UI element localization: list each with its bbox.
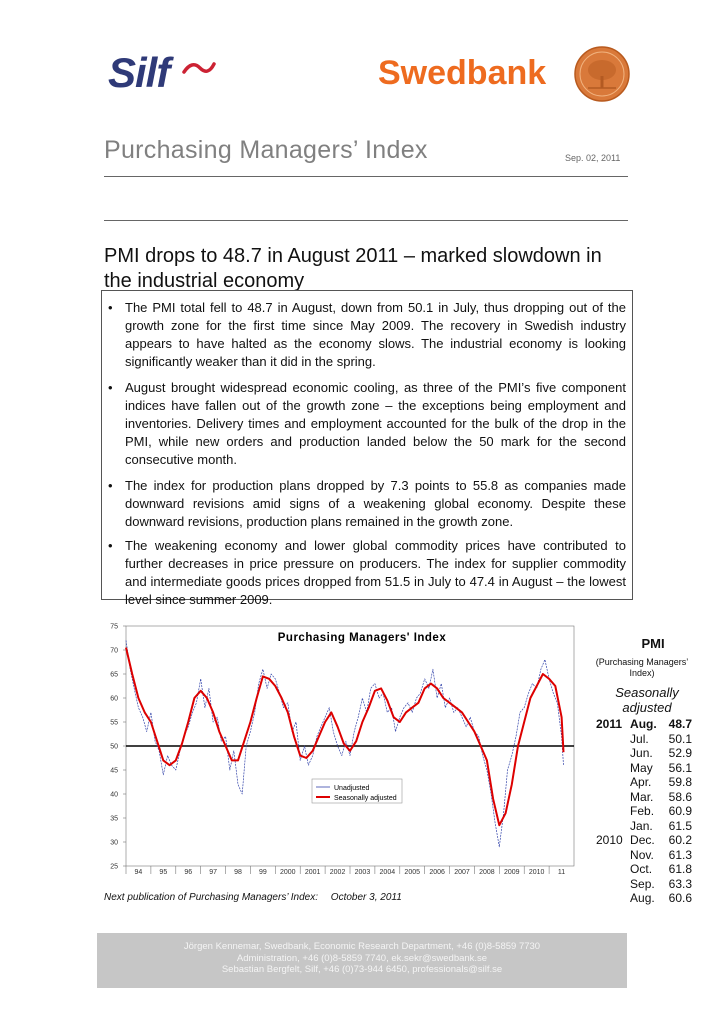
pmi-row-month: Nov.	[630, 847, 654, 862]
x-tick-label: 2004	[379, 869, 396, 876]
x-tick-label: 2000	[279, 869, 296, 876]
x-tick-label: 2001	[304, 869, 321, 876]
x-tick-label: 2002	[329, 869, 346, 876]
pmi-row-value: 61.3	[668, 847, 692, 862]
pmi-table-row	[592, 804, 692, 819]
pmi-table-row	[592, 877, 692, 892]
pmi-table-row	[592, 848, 692, 863]
bullet-text: August brought widespread economic cooling, as three of the PMI’s five component indices have fallen out of the growth zone – the exceptions being employment and inventories. Delivery times and employment accounted for the bulk of the drop in the PMI, while new orders and production landed below the 50 mark for the second consecutive month.	[125, 380, 626, 467]
pmi-table-row	[592, 862, 692, 877]
pmi-panel-title: PMI	[641, 636, 665, 651]
y-tick-label: 35	[110, 815, 118, 823]
pmi-row-month: Aug.	[630, 717, 657, 731]
pmi-row-month: Apr.	[630, 775, 652, 789]
x-tick-label: 99	[258, 869, 267, 876]
x-tick-label: 2010	[528, 869, 545, 876]
pmi-row-value: 60.9	[668, 804, 692, 818]
next-publication	[104, 892, 402, 903]
bullet-item	[108, 537, 626, 609]
pmi-row-year	[592, 877, 626, 892]
y-tick-label: 75	[110, 623, 118, 631]
bullet-text: The index for production plans dropped by 7.3 points to 55.8 as companies made downward revisions amid signs of a weakening global economy. Despite these downward revisions, production plans remained in the growth zone.	[125, 478, 626, 529]
swedbank-logo	[378, 52, 578, 96]
legend-label-unadjusted: Unadjusted	[334, 785, 370, 792]
bullet-dot-icon: •	[108, 380, 113, 395]
swedbank-oak-coin-icon	[574, 46, 630, 102]
pmi-table-row	[592, 717, 692, 732]
bullet-item	[108, 477, 626, 531]
pmi-table-row	[592, 746, 692, 761]
pmi-row-month: Aug.	[630, 891, 655, 905]
page-title: Purchasing Managers’ Index	[104, 136, 428, 164]
y-tick-label: 65	[110, 671, 118, 679]
pmi-table-row	[592, 732, 692, 747]
pmi-row-year	[592, 746, 626, 761]
bullet-text: The weakening economy and lower global commodity prices have contributed to further decreases in price pressure on producers. The index for supplier commodity and intermediate goods prices dropped from 51.5 in July to 47.4 in August – the lowest level since summer 2009.	[125, 538, 626, 607]
headline: PMI drops to 48.7 in August 2011 – marked slowdown in the industrial economy	[104, 245, 602, 292]
pmi-row-value: 56.1	[668, 760, 692, 775]
pmi-row-value: 58.6	[668, 789, 692, 804]
pmi-row-month: Feb.	[630, 804, 655, 818]
y-tick-label: 55	[110, 719, 118, 727]
pmi-row-value: 52.9	[668, 746, 692, 760]
x-tick-label: 2007	[454, 869, 470, 876]
pmi-table-row	[592, 833, 692, 848]
pmi-row-value: 61.5	[668, 818, 692, 833]
y-tick-label: 70	[110, 647, 118, 655]
pmi-line-chart	[104, 616, 592, 886]
header-rule	[104, 176, 628, 177]
pmi-row-year	[592, 891, 626, 906]
x-tick-label: 2006	[429, 869, 445, 876]
y-tick-label: 60	[110, 695, 118, 703]
pmi-panel-subtitle: (Purchasing Managers’ Index)	[595, 657, 689, 678]
pmi-row-year	[592, 761, 626, 776]
pmi-table-row	[592, 891, 692, 906]
summary-box	[101, 290, 633, 607]
pmi-row-month: Jun.	[630, 746, 653, 760]
pmi-table-row	[592, 790, 692, 805]
pmi-row-value: 60.6	[668, 891, 692, 905]
pmi-row-month: Jan.	[630, 818, 653, 833]
pmi-value-table	[592, 717, 692, 906]
pmi-row-year	[592, 848, 626, 863]
chart-legend	[312, 779, 402, 803]
pmi-row-month: Sep.	[630, 876, 655, 891]
footer-line: Jörgen Kennemar, Swedbank, Economic Research Department, +46 (0)8-5859 7730	[183, 941, 541, 952]
y-tick-label: 25	[110, 863, 118, 871]
publication-date: Sep. 02, 2011	[565, 153, 621, 163]
pmi-row-year: 2010	[596, 833, 623, 847]
bullet-dot-icon: •	[108, 300, 113, 315]
pmi-row-month: Dec.	[630, 833, 655, 847]
pmi-row-value: 48.7	[668, 717, 692, 731]
pmi-row-year	[592, 819, 626, 834]
pmi-table-row	[592, 761, 692, 776]
silf-logo	[108, 50, 218, 100]
section-rule	[104, 220, 628, 221]
x-tick-label: 95	[159, 869, 168, 876]
bullet-dot-icon: •	[108, 538, 113, 553]
bullet-item	[108, 299, 626, 371]
pmi-row-year	[592, 804, 626, 819]
x-tick-label: 96	[184, 869, 193, 876]
bullet-dot-icon: •	[108, 478, 113, 493]
y-tick-label: 50	[110, 743, 118, 751]
x-tick-label: 97	[209, 869, 218, 876]
next-publication-date: October 3, 2011	[330, 892, 402, 903]
pmi-table-row	[592, 819, 692, 834]
x-tick-label: 2003	[354, 869, 371, 876]
pmi-row-year	[592, 790, 626, 805]
x-tick-label: 2005	[404, 869, 421, 876]
x-tick-label: 2009	[503, 869, 520, 876]
y-tick-label: 30	[110, 839, 118, 847]
silf-logo-text: Silf	[108, 49, 170, 96]
x-tick-label: 94	[134, 869, 143, 876]
pmi-table-panel	[592, 636, 692, 906]
chart-title: Purchasing Managers' Index	[277, 632, 447, 644]
pmi-row-month: Oct.	[630, 862, 653, 876]
x-tick-label: 11	[557, 869, 566, 876]
legend-label-seasonally-adjusted: Seasonally adjusted	[334, 795, 397, 802]
pmi-row-value: 50.1	[668, 731, 692, 746]
pmi-adjusted-label: Seasonally adjusted	[615, 685, 679, 715]
silf-swoosh-icon	[182, 60, 216, 76]
pmi-row-value: 61.8	[668, 862, 692, 876]
y-tick-label: 45	[110, 767, 118, 775]
pmi-row-month: May	[630, 760, 653, 775]
bullet-text: The PMI total fell to 48.7 in August, down from 50.1 in July, thus dropping out of the growth zone for the first time since May 2009. The recovery in Swedish industry appears to have halted as the economy slows. The industrial economy is looking significantly weaker than it did in the spring.	[125, 300, 626, 369]
x-tick-label: 2008	[479, 869, 495, 876]
contact-footer	[97, 933, 627, 988]
next-publication-label: Next publication of Purchasing Managers’ Index:	[104, 892, 319, 903]
pmi-table-row	[592, 775, 692, 790]
pmi-row-value: 60.2	[668, 833, 692, 847]
footer-line: Administration, +46 (0)8-5859 7740, ek.sekr@swedbank.se	[236, 952, 488, 964]
bullet-item	[108, 379, 626, 469]
pmi-row-value: 63.3	[668, 876, 692, 891]
pmi-row-year	[592, 775, 626, 790]
x-tick-label: 98	[234, 869, 242, 876]
pmi-row-month: Jul.	[630, 731, 649, 746]
y-tick-label: 40	[110, 791, 118, 799]
swedbank-logo-text: Swedbank	[378, 54, 547, 92]
pmi-row-year	[592, 732, 626, 747]
footer-line: Sebastian Bergfelt, Silf, +46 (0)73-944 6450, professionals@silf.se	[221, 964, 503, 975]
pmi-row-month: Mar.	[630, 789, 654, 804]
pmi-row-year	[592, 862, 626, 877]
pmi-row-value: 59.8	[668, 775, 692, 789]
pmi-row-year: 2011	[596, 717, 623, 731]
